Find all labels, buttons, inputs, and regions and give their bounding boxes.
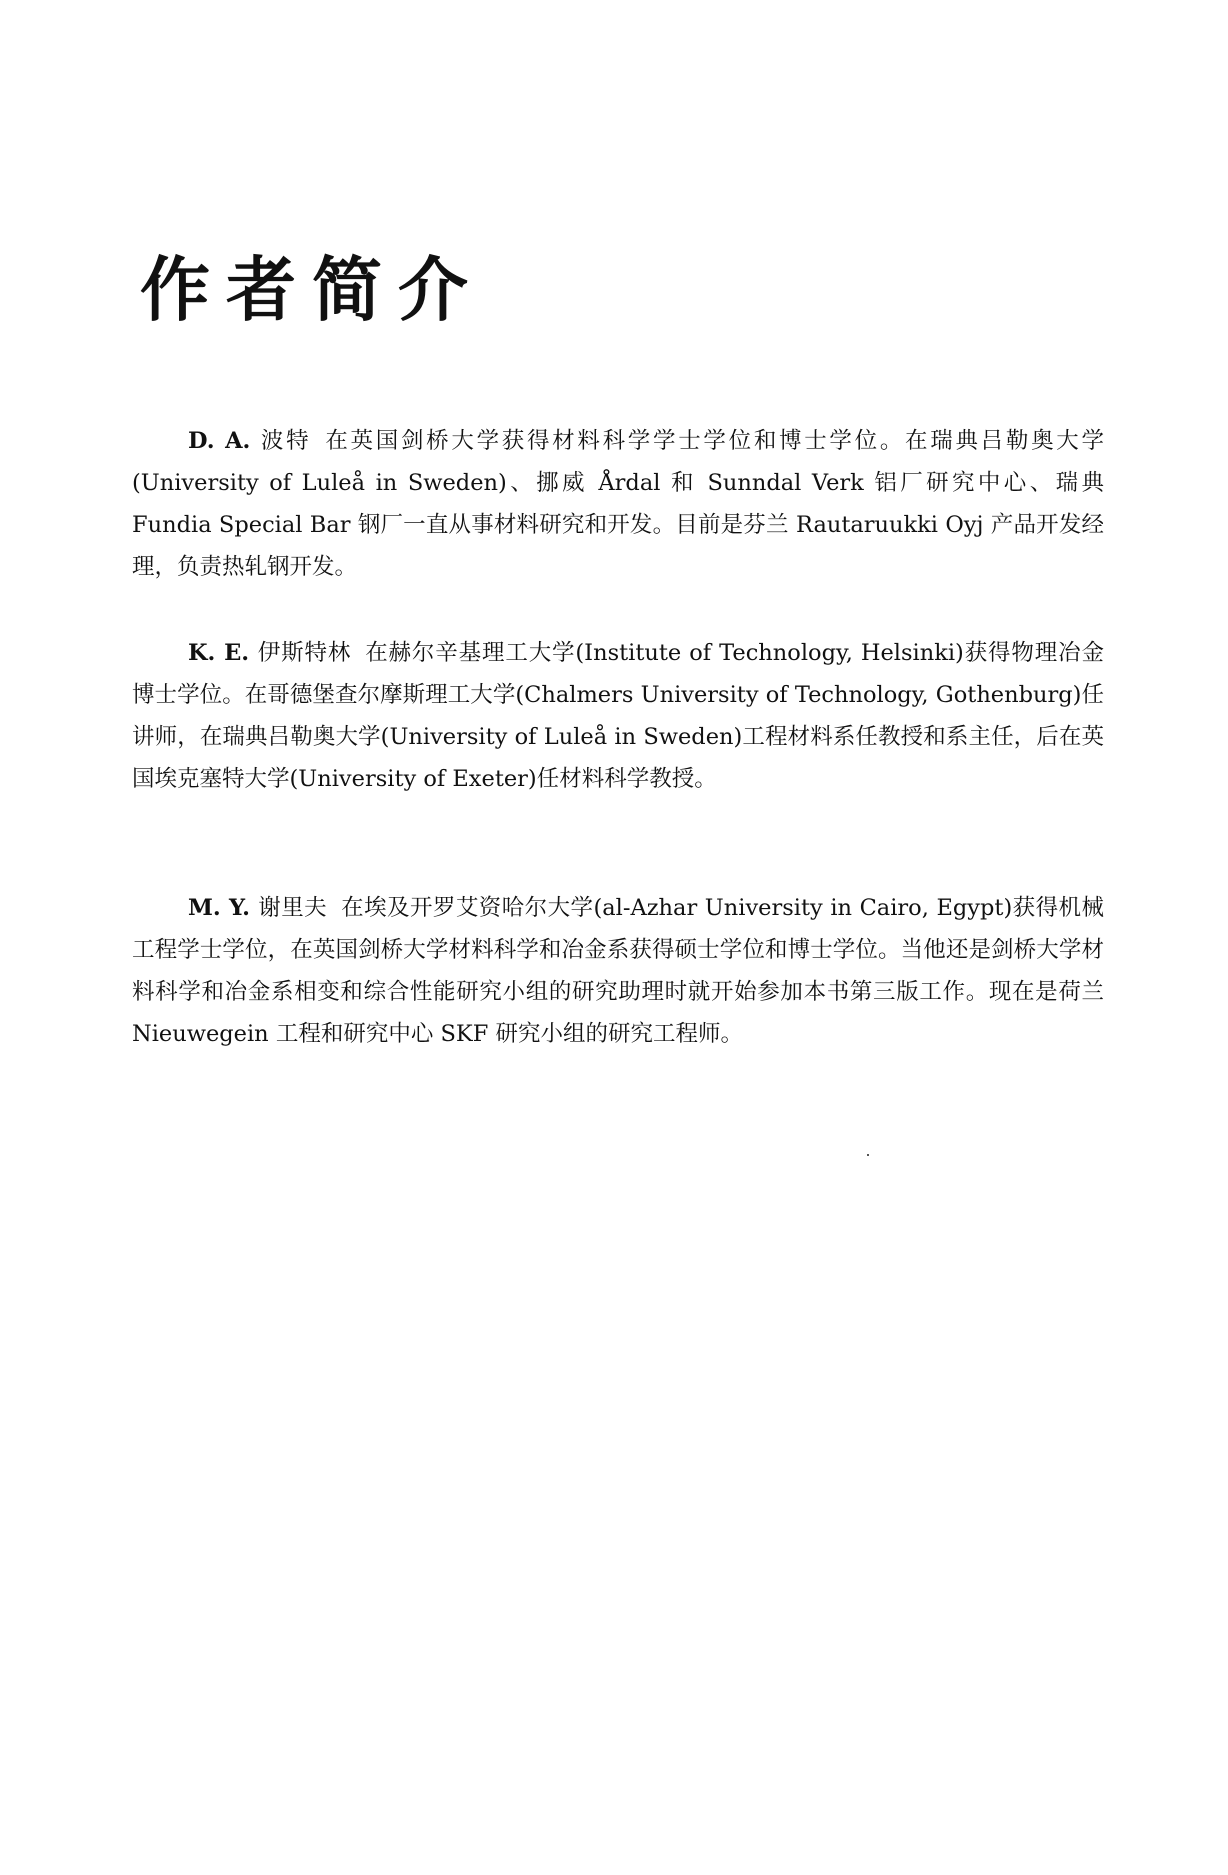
author-name-latin: M. Y. bbox=[188, 895, 251, 921]
author-name bbox=[188, 895, 327, 921]
author-bio-porter bbox=[132, 420, 1104, 588]
author-bio-text: 在埃及开罗艾资哈尔大学(al-Azhar University in Cairo, Egypt)获得机械工程学士学位，在英国剑桥大学材料科学和冶金系获得硕士学位和博士学位。当他还是剑桥大学材料科学和冶金系相变和综合性能研究小组的研究助理时就开始参加本书第三版工作。现在是荷兰 Nieuwegein 工程和研究中心 SKF 研究小组的研究工程师。 bbox=[132, 895, 1104, 1047]
author-bio-text: 在赫尔辛基理工大学(Institute of Technology, Helsinki)获得物理冶金博士学位。在哥德堡查尔摩斯理工大学(Chalmers University of Technology, Gothenburg)任讲师，在瑞典吕勒奥大学(University of Luleå in Sweden)工程材料系任教授和系主任，后在英国埃克塞特大学(University of Exeter)任材料科学教授。 bbox=[132, 640, 1104, 792]
author-name bbox=[188, 428, 311, 454]
author-name-latin: K. E. bbox=[188, 640, 250, 666]
author-name-chinese: 伊斯特林 bbox=[257, 640, 352, 666]
scan-speck bbox=[867, 1154, 869, 1156]
author-bio-text: 在英国剑桥大学获得材料科学学士学位和博士学位。在瑞典吕勒奥大学(University of Luleå in Sweden)、挪威 Årdal 和 Sunndal Verk 铝厂研究中心、瑞典 Fundia Special Bar 钢厂一直从事材料研究和开发。目前是芬兰 Rautaruukki Oyj 产品开发经理，负责热轧钢开发。 bbox=[132, 428, 1104, 580]
author-name-chinese: 谢里夫 bbox=[258, 895, 328, 921]
page-title: 作者简介 bbox=[140, 249, 484, 331]
author-bio-sherif bbox=[132, 887, 1104, 1055]
author-bio-easterling bbox=[132, 632, 1104, 800]
author-name-chinese: 波特 bbox=[260, 428, 312, 454]
author-name bbox=[188, 640, 351, 666]
author-name-latin: D. A. bbox=[188, 428, 251, 454]
